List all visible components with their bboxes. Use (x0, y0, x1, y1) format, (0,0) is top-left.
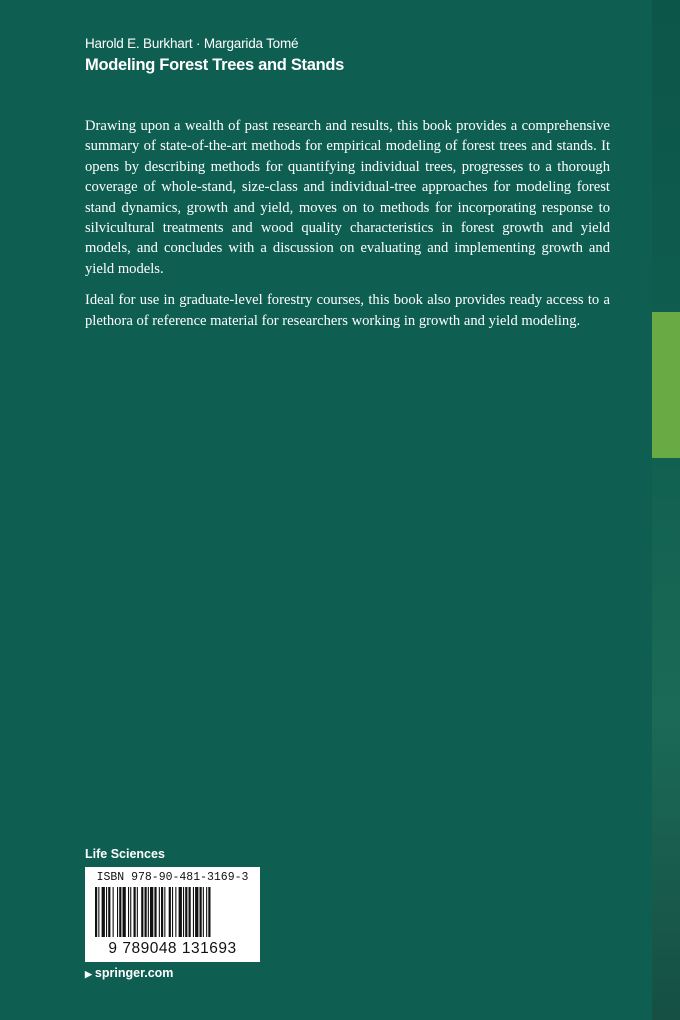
barcode-bar (108, 887, 110, 937)
book-header (85, 36, 344, 75)
description-paragraph: Drawing upon a wealth of past research and results, this book provides a comprehensive summary of state-of-the-art methods for empirical modeling of forest trees and stands. It opens by describing methods for quantifying individual trees, progresses to a thorough coverage of whole-stand, size-class and individual-tree approaches for modeling forest stand dynamics, growth and yield, moves on to methods for incorporating response to silvicultural treatments and wood quality characteristics in forest growth and yield models, and concludes with a discussion on evaluating and implementing growth and yield models. (85, 118, 610, 277)
barcode-bar (128, 887, 129, 937)
barcode-bar (206, 887, 207, 937)
isbn-barcode (85, 867, 260, 962)
isbn-label: ISBN 978-90-481-3169-3 (96, 871, 249, 884)
spine-accent-band (652, 312, 680, 458)
barcode-bar (137, 887, 138, 937)
barcode-digits: 9 789048 131693 (108, 940, 237, 957)
barcode-bar (98, 887, 99, 937)
barcode-bar (200, 887, 202, 937)
barcode-bar (185, 887, 187, 937)
barcode-bar (179, 887, 182, 937)
barcode-bar (193, 887, 194, 937)
barcode-bar (208, 887, 210, 937)
subject-category: Life Sciences (85, 847, 165, 861)
book-description (85, 116, 610, 342)
barcode-bar (95, 887, 97, 937)
barcode-bar (130, 887, 131, 937)
barcode-bar (172, 887, 173, 937)
barcode-bar (145, 887, 147, 937)
arrow-right-icon: ▶ (85, 969, 92, 979)
publisher-website[interactable] (85, 966, 173, 980)
website-link[interactable]: springer.com (94, 966, 174, 980)
barcode-bar (148, 887, 149, 937)
barcode-bar (161, 887, 163, 937)
barcode-bar (113, 887, 114, 937)
barcode-bar (169, 887, 171, 937)
authors: Harold E. Burkhart · Margarida Tomé (85, 36, 299, 51)
barcode-bars (95, 887, 250, 937)
barcode-bar (119, 887, 121, 937)
barcode-bar (175, 887, 176, 937)
barcode-bar (164, 887, 165, 937)
barcode-bar (195, 887, 198, 937)
spine-edge (652, 0, 680, 1020)
barcode-bar (183, 887, 184, 937)
barcode-bar (106, 887, 107, 937)
barcode-bar (102, 887, 105, 937)
barcode-bar (150, 887, 153, 937)
book-title: Modeling Forest Trees and Stands (85, 56, 345, 74)
barcode-bar (141, 887, 143, 937)
barcode-bar (159, 887, 160, 937)
barcode-bar (123, 887, 126, 937)
barcode-bar (134, 887, 136, 937)
barcode-bar (189, 887, 191, 937)
barcode-bar (203, 887, 204, 937)
barcode-bar (117, 887, 118, 937)
barcode-bar (154, 887, 156, 937)
description-paragraph: Ideal for use in graduate-level forestry courses, this book also provides ready access to a plethora of reference material for researchers working in growth and yield modeling. (85, 292, 610, 329)
